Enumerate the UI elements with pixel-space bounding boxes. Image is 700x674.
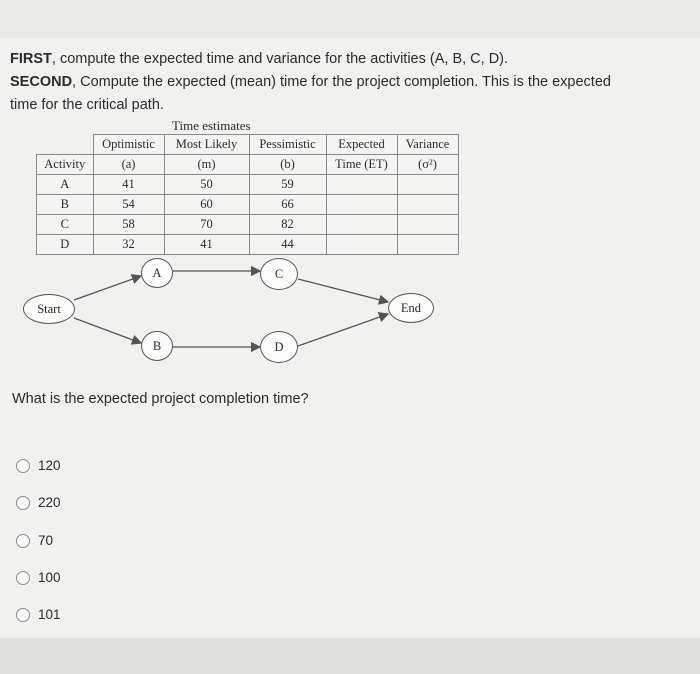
optimistic-cell: 58 <box>93 215 164 235</box>
option-row[interactable] <box>16 495 61 510</box>
radio-button[interactable] <box>16 608 30 622</box>
header-cell: (a) <box>93 155 164 175</box>
radio-button[interactable] <box>16 459 30 473</box>
header-cell: Most Likely <box>164 135 249 155</box>
node-c: C <box>260 258 298 290</box>
first-label: FIRST <box>10 51 52 67</box>
header-cell: Activity <box>37 155 94 175</box>
header-cell: (m) <box>164 155 249 175</box>
edge-c-end <box>298 279 388 302</box>
pessimistic-cell: 44 <box>249 235 326 255</box>
header-cell: Time (ET) <box>326 155 397 175</box>
optimistic-cell: 54 <box>93 195 164 215</box>
edge-start-a <box>74 276 141 300</box>
option-row[interactable] <box>16 607 61 622</box>
pessimistic-cell: 66 <box>249 195 326 215</box>
activity-cell: C <box>37 215 94 235</box>
end-node: End <box>388 293 434 323</box>
option-label[interactable]: 100 <box>38 570 61 585</box>
option-row[interactable] <box>16 570 61 585</box>
second-text: , Compute the expected (mean) time for the project completion. This is the expected <box>72 74 611 90</box>
optimistic-cell: 32 <box>93 235 164 255</box>
edge-start-b <box>74 318 141 343</box>
option-label[interactable]: 220 <box>38 495 61 510</box>
third-text: time for the critical path. <box>10 97 164 113</box>
option-row[interactable] <box>16 533 53 548</box>
radio-button[interactable] <box>16 496 30 510</box>
header-cell: Expected <box>326 135 397 155</box>
most-likely-cell: 60 <box>164 195 249 215</box>
radio-button[interactable] <box>16 534 30 548</box>
question-text: What is the expected project completion time? <box>12 391 309 407</box>
option-row[interactable] <box>16 458 61 473</box>
pessimistic-cell: 82 <box>249 215 326 235</box>
optimistic-cell: 41 <box>93 175 164 195</box>
radio-button[interactable] <box>16 571 30 585</box>
header-cell: Pessimistic <box>249 135 326 155</box>
header-cell: (σ²) <box>397 155 458 175</box>
node-d: D <box>260 331 298 363</box>
second-label: SECOND <box>10 74 73 90</box>
header-cell: (b) <box>249 155 326 175</box>
header-cell: Optimistic <box>93 135 164 155</box>
pessimistic-cell: 59 <box>249 175 326 195</box>
activity-cell: D <box>37 235 94 255</box>
most-likely-cell: 41 <box>164 235 249 255</box>
option-label[interactable]: 120 <box>38 458 61 473</box>
start-node: Start <box>23 294 75 324</box>
edge-d-end <box>298 314 388 346</box>
node-b: B <box>141 331 173 361</box>
option-label[interactable]: 70 <box>38 533 54 548</box>
most-likely-cell: 50 <box>164 175 249 195</box>
activity-cell: B <box>37 195 94 215</box>
node-a: A <box>141 258 173 288</box>
activity-cell: A <box>37 175 94 195</box>
first-text: , compute the expected time and variance for the activities (A, B, C, D). <box>51 51 509 67</box>
header-cell: Variance <box>397 135 458 155</box>
option-label[interactable]: 101 <box>38 607 61 622</box>
table-caption: Time estimates <box>172 118 251 133</box>
most-likely-cell: 70 <box>164 215 249 235</box>
